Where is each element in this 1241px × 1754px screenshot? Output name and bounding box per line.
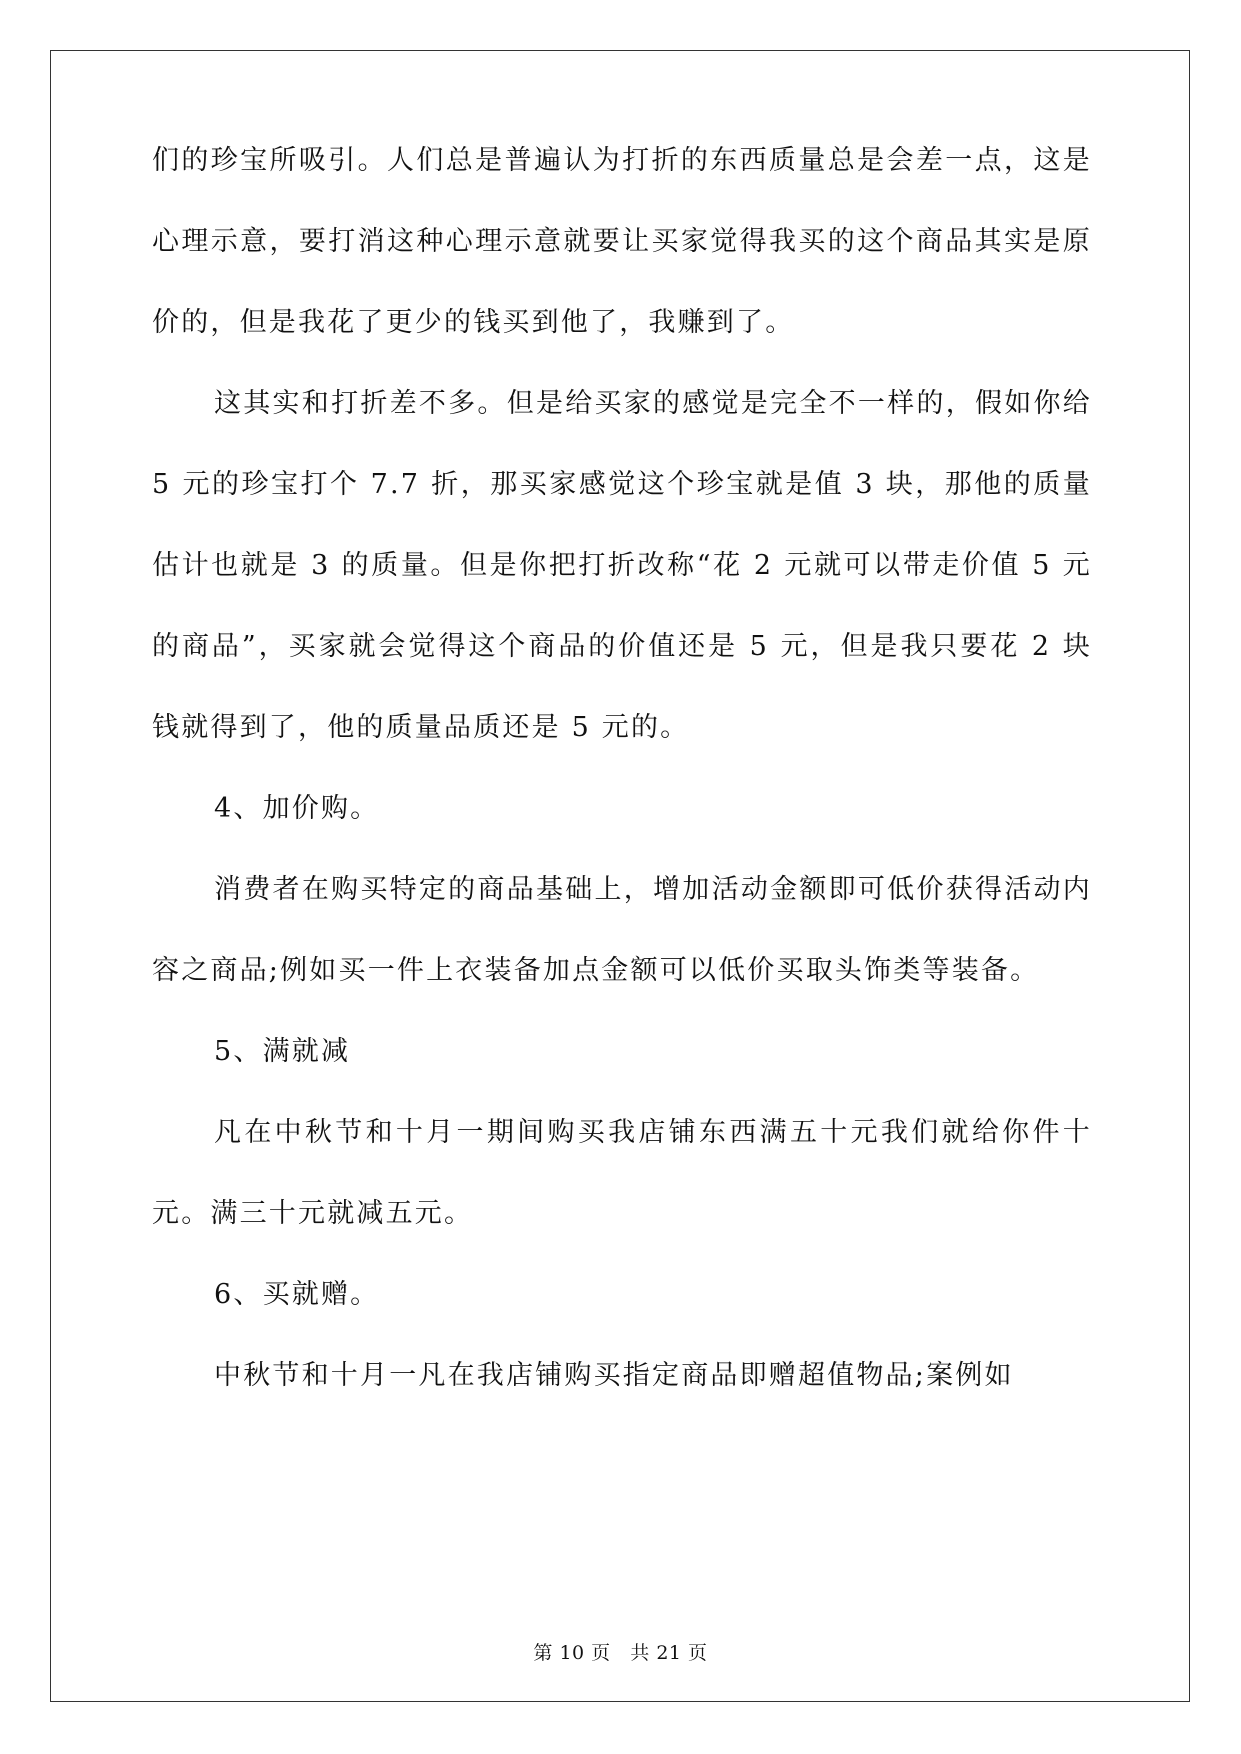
heading-6-buy-and-gift: 6、买就赠。 bbox=[214, 1279, 380, 1310]
paragraph-2: 这其实和打折差不多。但是给买家的感觉是完全不一样的，假如你给 5 元的珍宝打个 7.7 折，那买家感觉这个珍宝就是值 3 块，那他的质量估计也就是 3 的质量。但是你把打折改称“花 2 元就可以带走价值 5 元的商品”，买家就会觉得这个商品的价值还是 5 元，但是我只要花 2 块钱就得到了，他的质量品质还是 5 元的。 bbox=[152, 388, 1092, 743]
heading-4-add-price-purchase: 4、加价购。 bbox=[214, 793, 380, 824]
page-footer bbox=[0, 1638, 1241, 1665]
document-body bbox=[152, 120, 1092, 1416]
paragraph-1: 们的珍宝所吸引。人们总是普遍认为打折的东西质量总是会差一点，这是心理示意，要打消这种心理示意就要让买家觉得我买的这个商品其实是原价的，但是我花了更少的钱买到他了，我赚到了。 bbox=[152, 145, 1092, 338]
page-number: 第 10 页 共 21 页 bbox=[533, 1642, 708, 1664]
paragraph-4: 凡在中秋节和十月一期间购买我店铺东西满五十元我们就给你件十元。满三十元就减五元。 bbox=[152, 1117, 1092, 1229]
paragraph-3: 消费者在购买特定的商品基础上，增加活动金额即可低价获得活动内容之商品;例如买一件上衣装备加点金额可以低价买取头饰类等装备。 bbox=[152, 874, 1092, 986]
heading-5-discount-over-amount: 5、满就减 bbox=[214, 1036, 351, 1067]
paragraph-5: 中秋节和十月一凡在我店铺购买指定商品即赠超值物品;案例如 bbox=[214, 1360, 1014, 1391]
